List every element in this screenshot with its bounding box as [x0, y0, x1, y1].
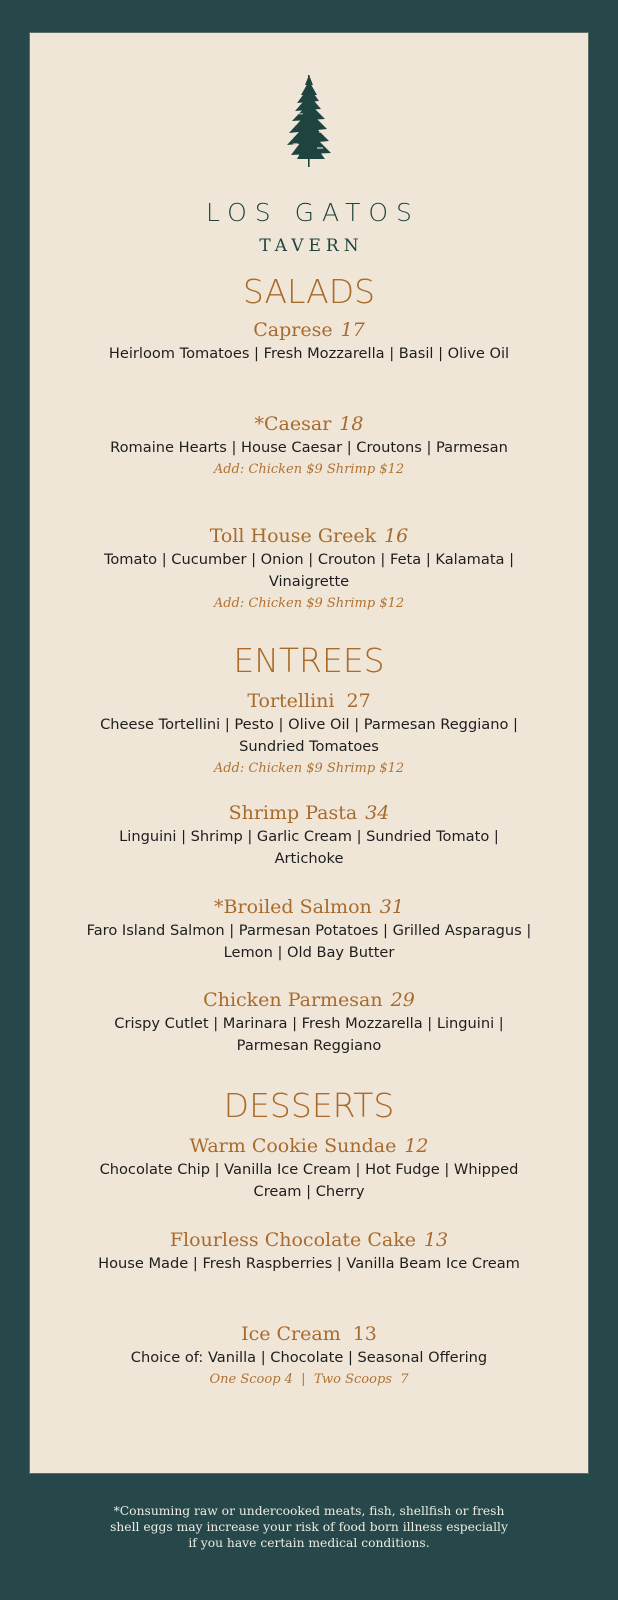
item-description: Romaine Hearts | House Caesar | Croutons | Parmesan — [110, 439, 508, 456]
item-description: Heirloom Tomatoes | Fresh Mozzarella | Basil | Olive Oil — [108, 345, 510, 362]
menu-card — [30, 33, 588, 1473]
restaurant-subtitle: TAVERN — [259, 236, 364, 256]
menu-item-caesar — [100, 411, 518, 481]
restaurant-name: LOS GATOS — [206, 198, 420, 227]
section-title-salads: SALADS — [242, 272, 376, 311]
item-description: Chocolate Chip | Vanilla Ice Cream | Hot Fudge | Whipped Cream | Cherry — [99, 1161, 519, 1200]
menu-item-chicken-parmesan — [100, 987, 518, 1057]
item-name: Caprese — [253, 319, 333, 341]
menu-item-toll-house-greek — [100, 523, 518, 615]
item-price: 13 — [423, 1229, 449, 1251]
menu-item-broiled-salmon — [86, 894, 532, 964]
menu-item-tortellini — [100, 688, 518, 780]
item-description: Linguini | Shrimp | Garlic Cream | Sundried Tomato | Artichoke — [119, 828, 499, 867]
item-description: House Made | Fresh Raspberries | Vanilla Beam Ice Cream — [98, 1255, 520, 1272]
menu-item-warm-cookie-sundae — [100, 1133, 518, 1203]
item-description: Choice of: Vanilla | Chocolate | Seasonal Offering — [130, 1349, 488, 1366]
item-name: Flourless Chocolate Cake — [169, 1229, 416, 1251]
item-price: 29 — [390, 989, 415, 1011]
item-price: 27 — [346, 690, 371, 712]
menu-item-ice-cream — [100, 1321, 518, 1391]
item-addon: Add: Chicken $9 Shrimp $12 — [213, 761, 405, 776]
item-description: Crispy Cutlet | Marinara | Fresh Mozzarella | Linguini | Parmesan Reggiano — [114, 1015, 504, 1054]
item-name: Warm Cookie Sundae — [189, 1135, 397, 1157]
item-price: 34 — [365, 802, 390, 824]
item-name: *Caesar — [254, 413, 332, 435]
item-description: Faro Island Salmon | Parmesan Potatoes | Grilled Asparagus | Lemon | Old Bay Butter — [86, 922, 532, 961]
item-price: 12 — [404, 1135, 429, 1157]
pine-tree-icon — [285, 73, 333, 169]
item-price: 18 — [339, 413, 364, 435]
section-title-entrees: ENTREES — [233, 641, 385, 680]
item-name: Chicken Parmesan — [203, 989, 383, 1011]
item-price: 16 — [384, 525, 409, 547]
item-price: 31 — [379, 896, 404, 918]
menu-item-shrimp-pasta — [100, 800, 518, 870]
item-description: Tomato | Cucumber | Onion | Crouton | Feta | Kalamata | Vinaigrette — [103, 551, 515, 590]
menu-item-caprese — [100, 317, 518, 365]
item-addon: One Scoop 4 | Two Scoops 7 — [209, 1372, 409, 1387]
item-name: Toll House Greek — [209, 525, 377, 547]
food-safety-disclaimer: *Consuming raw or undercooked meats, fish, shellfish or fresh shell eggs may increase your risk of food born illness especially if you have certain medical conditions. — [110, 1504, 508, 1550]
item-name: Ice Cream — [241, 1323, 341, 1345]
item-price: 13 — [352, 1323, 377, 1345]
item-name: *Broiled Salmon — [214, 896, 372, 918]
item-name: Shrimp Pasta — [228, 802, 358, 824]
item-addon: Add: Chicken $9 Shrimp $12 — [213, 462, 405, 477]
item-price: 17 — [340, 319, 365, 341]
item-name: Tortellini — [247, 690, 335, 712]
logo — [30, 73, 588, 169]
item-addon: Add: Chicken $9 Shrimp $12 — [213, 596, 405, 611]
menu-item-flourless-chocolate-cake — [100, 1227, 518, 1275]
item-description: Cheese Tortellini | Pesto | Olive Oil | Parmesan Reggiano | Sundried Tomatoes — [100, 716, 518, 755]
section-title-desserts: DESSERTS — [223, 1086, 395, 1125]
